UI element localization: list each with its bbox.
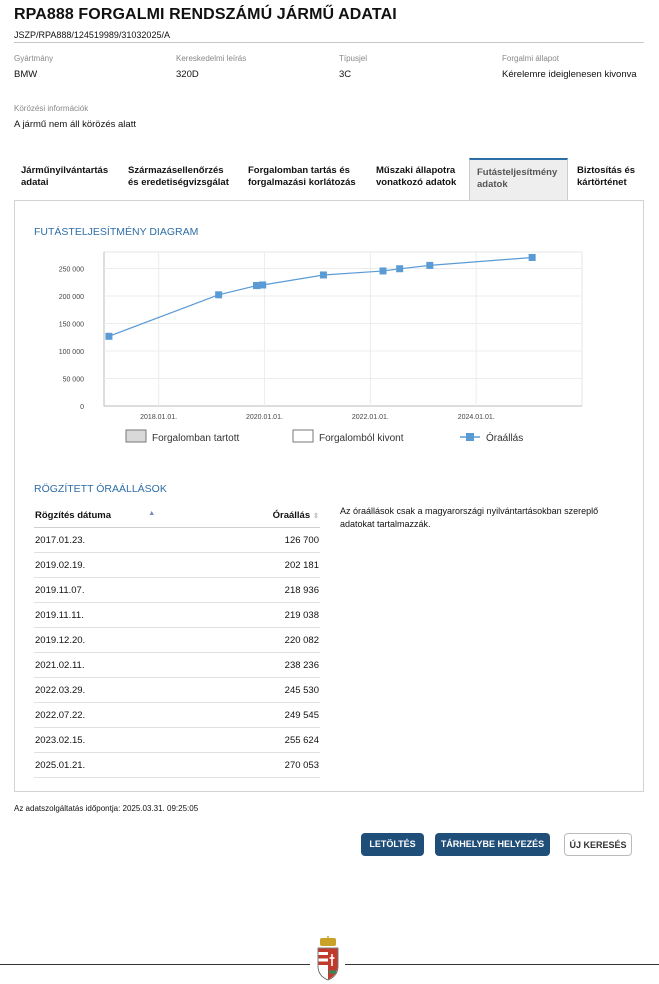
data-point[interactable] [529,254,536,261]
cell-date: 2019.11.11. [34,603,262,628]
data-point[interactable] [426,262,433,269]
table-row [34,728,320,753]
sort-icon: ⇕ [313,513,319,520]
footer-divider-left [0,964,310,965]
tab-label-line: adatok [477,179,508,190]
y-tick-label: 150 000 [58,321,84,329]
plot-frame [104,252,582,406]
column-header-date[interactable]: Rögzítés dátuma ▲ [34,504,262,528]
legend-label: Óraállás [486,433,524,444]
cell-value: 126 700 [262,528,320,553]
tab-label-line: Forgalomban tartás és [248,165,350,176]
tab-label-line: Származásellenőrzés [128,165,224,176]
cell-date: 2022.03.29. [34,678,262,703]
table-title: RÖGZÍTETT ÓRAÁLLÁSOK [34,483,167,495]
field-value: A jármű nem áll körözés alatt [14,119,136,130]
legend-swatch-forgalomban-tartott [126,430,146,442]
field-label: Típusjel [339,54,368,63]
table-header-row [34,504,320,528]
tab-label-line: és eredetiségvizsgálat [128,177,229,188]
y-tick-label: 250 000 [58,266,84,274]
cell-date: 2022.07.22. [34,703,262,728]
table-row [34,678,320,703]
cell-date: 2025.01.21. [34,753,262,778]
data-point[interactable] [320,271,327,278]
x-tick-label: 2018.01.01. [140,414,178,421]
cell-date: 2021.02.11. [34,653,262,678]
page-title: RPA888 FORGALMI RENDSZÁMÚ JÁRMŰ ADATAI [14,6,397,23]
x-tick-label: 2020.01.01. [245,414,283,421]
y-tick-label: 200 000 [58,294,84,301]
field-value: BMW [14,69,38,80]
table-row [34,603,320,628]
cell-date: 2023.02.15. [34,728,262,753]
cell-value: 249 545 [262,703,320,728]
column-header-value[interactable]: Óraállás ⇕ [262,504,320,528]
table-row [34,628,320,653]
mileage-note: Az óraállások csak a magyarországi nyilvántartásokban szereplő adatokat tartalmazzák. [340,506,599,529]
table-row [34,653,320,678]
table-row [34,553,320,578]
table-row [34,703,320,728]
cell-date: 2017.01.23. [34,528,262,553]
y-tick-label: 100 000 [58,349,84,356]
y-tick-label: 50 000 [62,376,84,384]
tab-label-line: vonatkozó adatok [376,177,457,188]
field-value: Kérelemre ideiglenesen kivonva [502,69,637,80]
sort-asc-icon: ▲ [148,510,156,517]
cell-date: 2019.11.07. [34,578,262,603]
legend-label: Forgalomban tartott [152,433,240,444]
field-label: Gyártmány [14,54,54,63]
cell-value: 202 181 [262,553,320,578]
cell-value: 238 236 [262,653,320,678]
data-point[interactable] [259,281,266,288]
tab-label-line: Műszaki állapotra [376,165,456,176]
store-button[interactable]: TÁRHELYBE HELYEZÉS [435,833,550,856]
cell-date: 2019.12.20. [34,628,262,653]
cell-value: 270 053 [262,753,320,778]
reference-number: JSZP/RPA888/124519989/31032025/A [14,30,170,40]
tab-label-line: Járműnyilvántartás [21,165,109,176]
download-button[interactable]: LETÖLTÉS [361,833,424,856]
field-label: Kereskedelmi leírás [176,54,247,63]
legend-label: Forgalomból kivont [319,433,404,444]
cell-date: 2019.02.19. [34,553,262,578]
diagram-title: FUTÁSTELJESÍTMÉNY DIAGRAM [34,226,199,238]
field-label: Körözési információk [14,104,89,113]
coat-of-arms-logo [314,936,342,982]
cell-value: 219 038 [262,603,320,628]
field-value: 320D [176,69,199,80]
series-line [109,258,532,337]
cell-value: 218 936 [262,578,320,603]
tab-label-line: adatai [21,177,49,188]
table-row [34,528,320,553]
new-search-button[interactable]: ÚJ KERESÉS [564,833,632,856]
tab-label-line: kártörténet [577,177,627,188]
legend-marker-oraallas [466,433,474,441]
tab-label-line: Futásteljesítmény [477,167,558,178]
mileage-table [34,504,320,778]
cell-value: 220 082 [262,628,320,653]
table-row [34,753,320,778]
cell-value: 255 624 [262,728,320,753]
tab-label-line: Biztosítás és [577,165,636,176]
table-row [34,578,320,603]
footer-divider-right [345,964,659,965]
legend-swatch-forgalombol-kivont [293,430,313,442]
data-point[interactable] [105,333,112,340]
mileage-chart [0,0,659,460]
x-tick-label: 2022.01.01. [351,414,389,421]
data-point[interactable] [215,291,222,298]
x-tick-label: 2024.01.01. [457,414,495,421]
cell-value: 245 530 [262,678,320,703]
tab-label-line: forgalmazási korlátozás [248,177,356,188]
field-label: Forgalmi állapot [502,54,559,63]
data-point[interactable] [396,265,403,272]
y-tick-label: 0 [80,404,84,411]
data-timestamp: Az adatszolgáltatás időpontja: 2025.03.31. 09:25:05 [14,804,199,813]
field-value: 3C [339,69,352,80]
data-point[interactable] [380,267,387,274]
